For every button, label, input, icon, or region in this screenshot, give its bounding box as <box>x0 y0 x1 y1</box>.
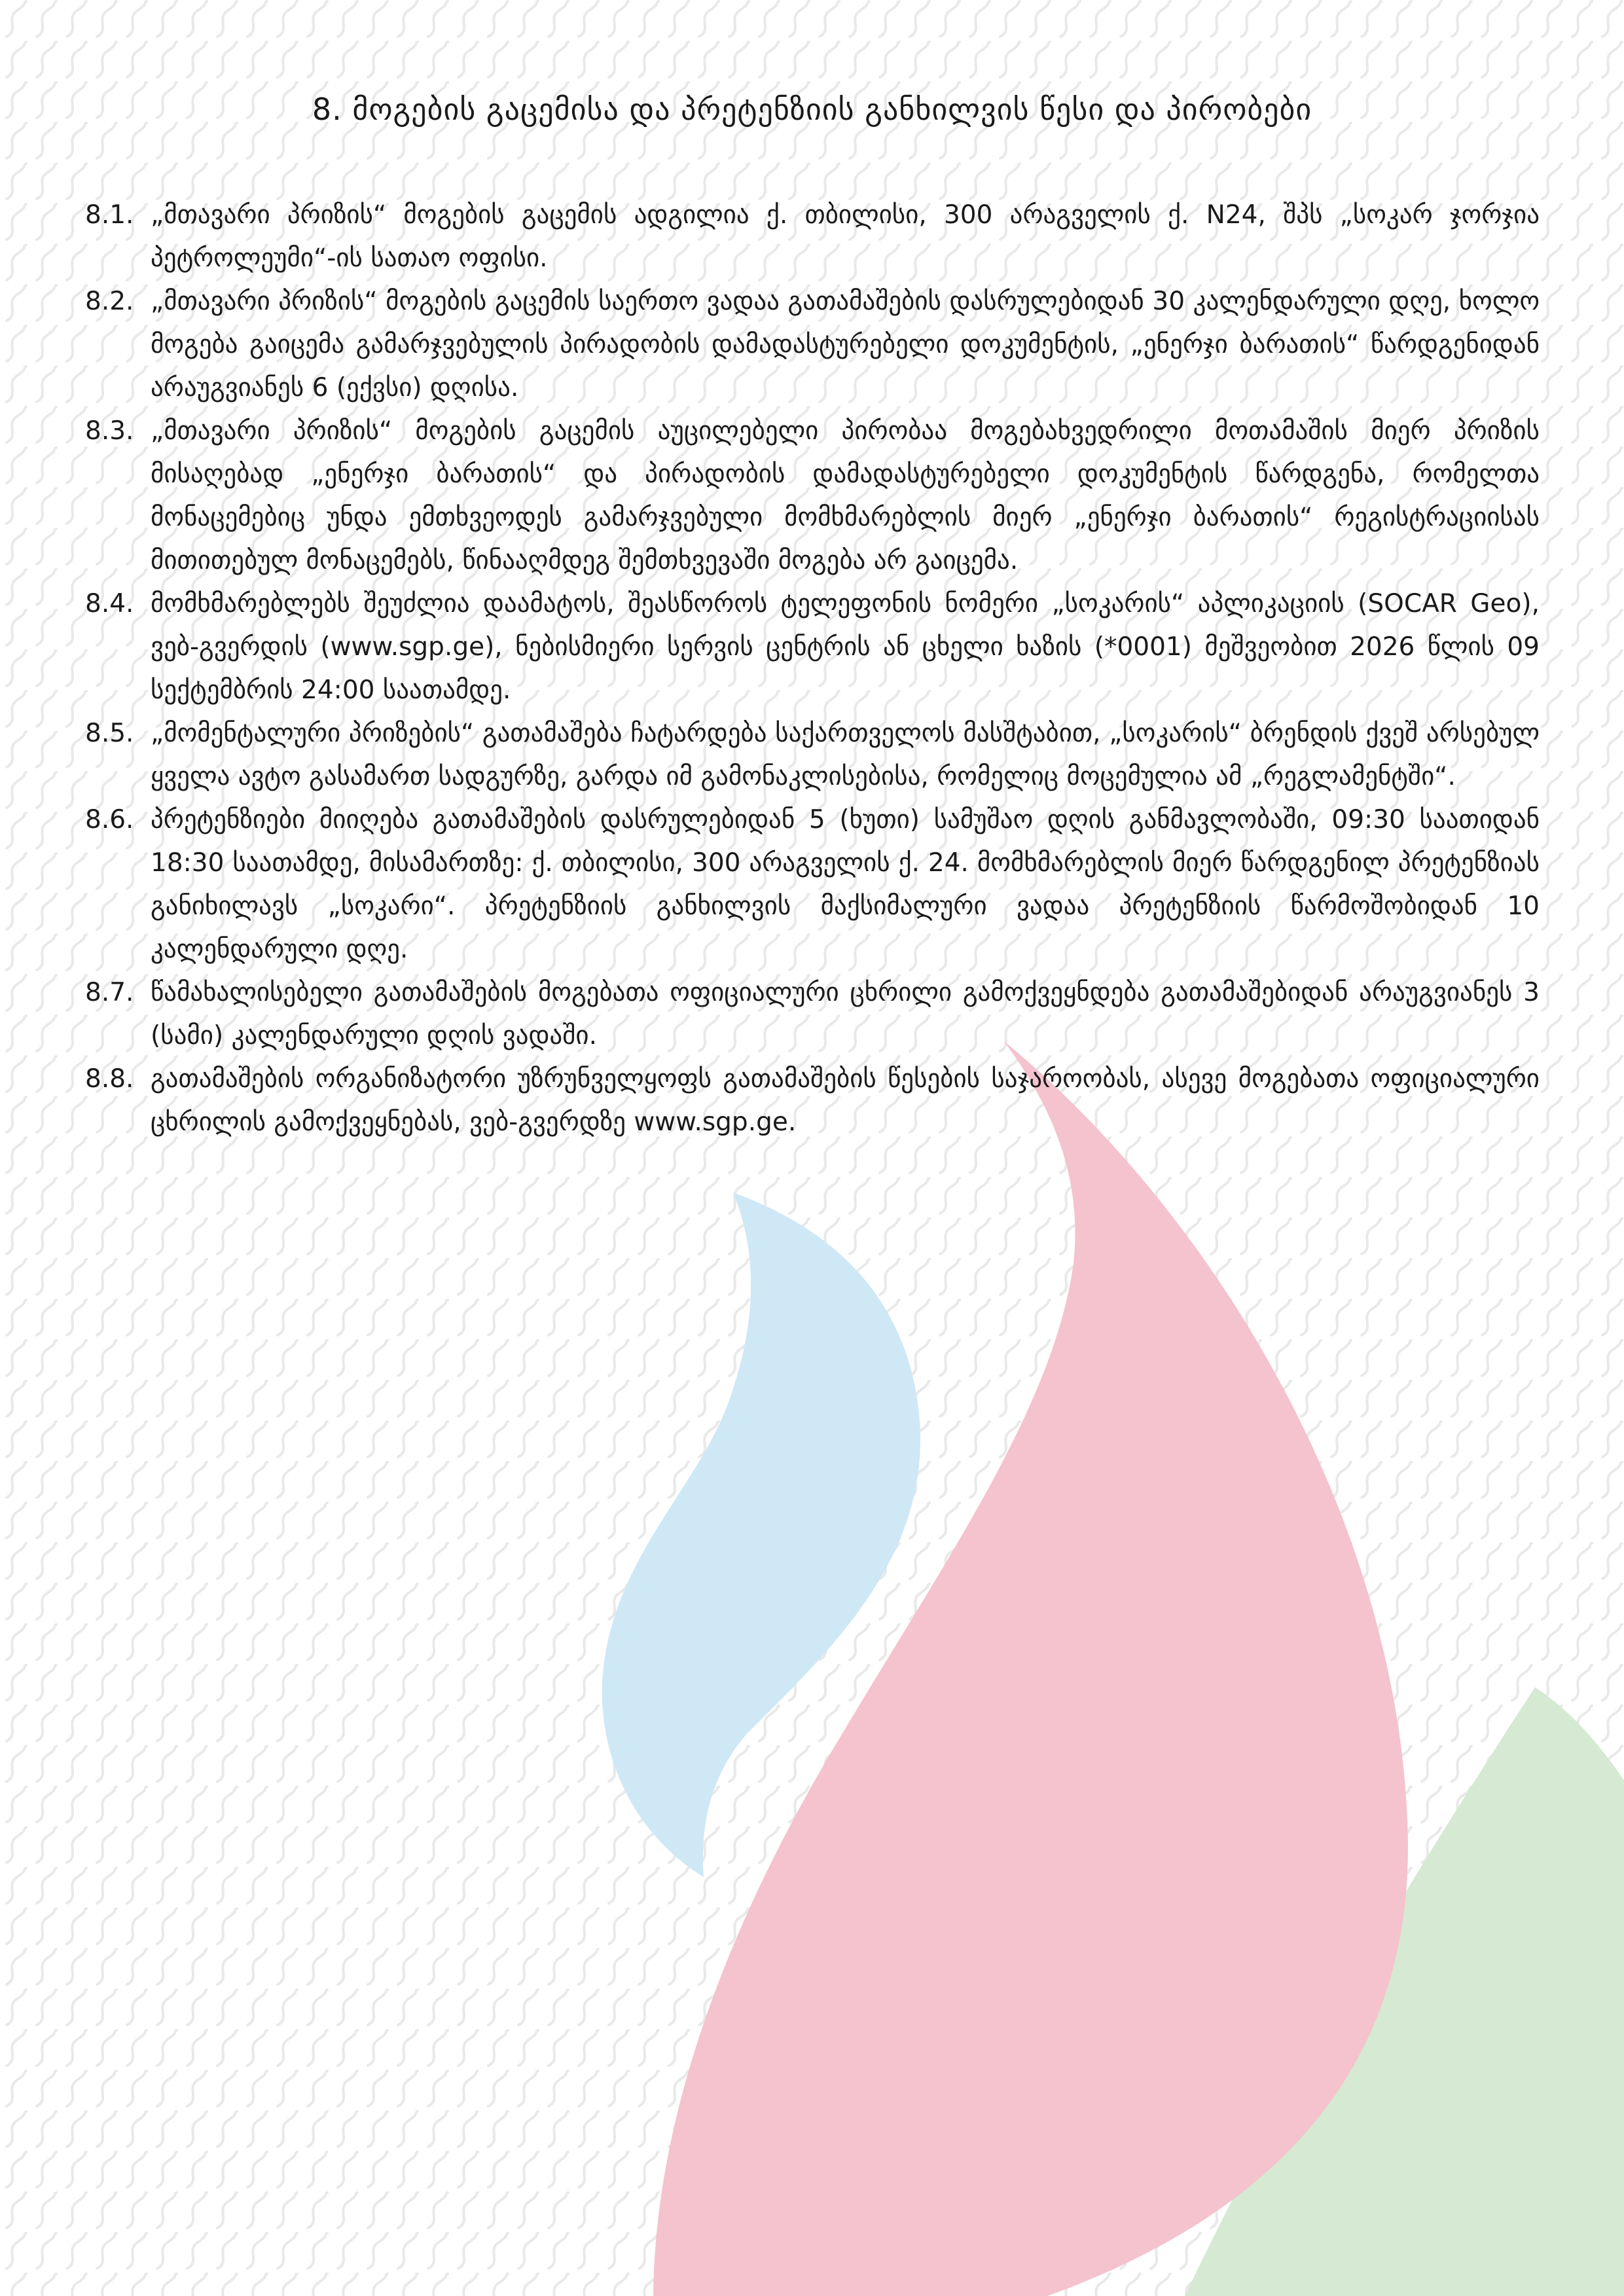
clause-text: გათამაშების ორგანიზატორი უზრუნველყოფს გათამაშების წესების საჯაროობას, ასევე მოგებათა ოფიციალური ცხრილის გამოქვეყნებას, ვებ-გვერდზე www.sgp.ge. <box>151 1064 1540 1137</box>
clause-item <box>85 1058 1540 1144</box>
clause-number: 8.2. <box>85 287 134 316</box>
clause-item <box>85 798 1540 971</box>
clause-number: 8.6. <box>85 805 134 834</box>
clause-number: 8.3. <box>85 416 134 446</box>
clause-item <box>85 194 1540 280</box>
clause-item <box>85 280 1540 410</box>
clause-text: პრეტენზიები მიიღება გათამაშების დასრულებიდან 5 (ხუთი) სამუშაო დღის განმავლობაში, 09:30 საათიდან 18:30 საათამდე, მისამართზე: ქ. თბილისი, 300 არაგველის ქ. 24. მომხმარებლის მიერ წარდგენილ პრეტენზიას განიხილავს „სოკარი“. პრეტენზიის განხილვის მაქსიმალური ვადაა პრეტენზიის წარმოშობიდან 10 კალენდარული დღე. <box>151 805 1540 964</box>
clause-text: მომხმარებლებს შეუძლია დაამატოს, შეასწოროს ტელეფონის ნომერი „სოკარის“ აპლიკაციის (SOCAR Geo), ვებ-გვერდის (www.sgp.ge), ნებისმიერი სერვის ცენტრის ან ცხელი ხაზის (*0001) მეშვეობით 2026 წლის 09 სექტემბრის 24:00 საათამდე. <box>151 589 1540 705</box>
clause-item <box>85 583 1540 712</box>
clause-text: „მთავარი პრიზის“ მოგების გაცემის აუცილებელი პირობაა მოგებახვედრილი მოთამაშის მიერ პრიზის მისაღებად „ენერჯი ბარათის“ და პირადობის დამადასტურებელი დოკუმენტის წარდგენა, რომელთა მონაცემებიც უნდა ემთხვეოდეს გამარჯვებული მომხმარებლის მიერ „ენერჯი ბარათის“ რეგისტრაციისას მითითებულ მონაცემებს, წინააღმდეგ შემთხვევაში მოგება არ გაიცემა. <box>151 416 1540 575</box>
clause-number: 8.8. <box>85 1064 134 1094</box>
clause-number: 8.7. <box>85 978 134 1007</box>
clause-text: „მთავარი პრიზის“ მოგების გაცემის ადგილია ქ. თბილისი, 300 არაგველის ქ. N24, შპს „სოკარ ჯორჯია პეტროლეუმი“-ის სათაო ოფისი. <box>151 200 1540 273</box>
clause-item <box>85 410 1540 583</box>
clause-number: 8.4. <box>85 589 134 619</box>
clause-item <box>85 971 1540 1058</box>
clause-text: წამახალისებელი გათამაშების მოგებათა ოფიციალური ცხრილი გამოქვეყნდება გათამაშებიდან არაუგვიანეს 3 (სამი) კალენდარული დღის ვადაში. <box>151 978 1540 1050</box>
clause-text: „მომენტალური პრიზების“ გათამაშება ჩატარდება საქართველოს მასშტაბით, „სოკარის“ ბრენდის ქვეშ არსებულ ყველა ავტო გასამართ სადგურზე, გარდა იმ გამონაკლისებისა, რომელიც მოცემულია ამ „რეგლამენტში“. <box>151 719 1540 791</box>
clause-item <box>85 712 1540 798</box>
clause-list <box>85 194 1540 1144</box>
clause-text: „მთავარი პრიზის“ მოგების გაცემის საერთო ვადაა გათამაშების დასრულებიდან 30 კალენდარული დღე, ხოლო მოგება გაიცემა გამარჯვებულის პირადობის დამადასტურებელი დოკუმენტის, „ენერჯი ბარათის“ წარდგენიდან არაუგვიანეს 6 (ექვსი) დღისა. <box>151 287 1540 403</box>
section-heading: 8. მოგების გაცემისა და პრეტენზიის განხილვის წესი და პირობები <box>312 92 1312 127</box>
clause-number: 8.5. <box>85 719 134 748</box>
clause-number: 8.1. <box>85 200 134 230</box>
